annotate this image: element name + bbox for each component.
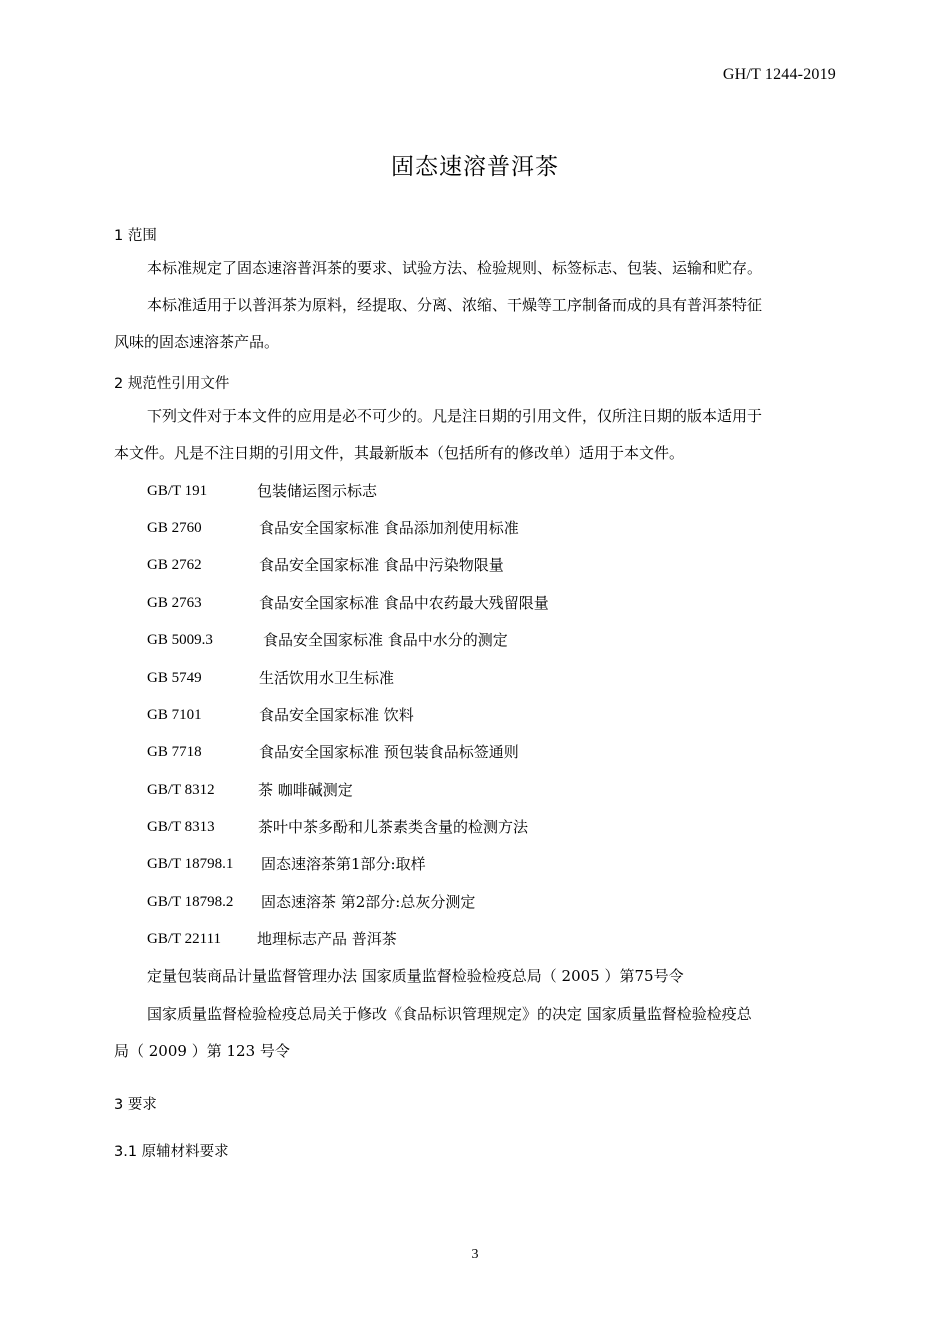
- reference-title: 茶 咖啡碱测定: [258, 781, 353, 799]
- reference-code: GB 2763: [147, 595, 202, 611]
- section-normative-heading: 2 规范性引用文件: [114, 376, 230, 392]
- reference-title: 食品安全国家标准 食品中农药最大残留限量: [259, 594, 549, 612]
- scope-paragraph-2-line-2: 风味的固态速溶茶产品。: [114, 333, 280, 351]
- regulation-2-line-1: 国家质量监督检验检疫总局关于修改《食品标识管理规定》的决定 国家质量监督检验检疫总: [147, 1005, 752, 1023]
- reference-title: 食品安全国家标准 食品中水分的测定: [263, 631, 508, 649]
- reference-code: GB/T 18798.2: [147, 894, 234, 910]
- reference-code: GB/T 8313: [147, 819, 215, 835]
- reference-title: 固态速溶茶第1部分:取样: [261, 855, 426, 873]
- reference-code: GB 2762: [147, 557, 202, 573]
- regulation-2-line-2: 局（ 2009 ）第 123 号令: [114, 1042, 290, 1060]
- reference-code: GB 2760: [147, 520, 202, 536]
- regulation-1: 定量包装商品计量监督管理办法 国家质量监督检验检疫总局（ 2005 ）第75号令: [147, 967, 684, 985]
- reference-title: 包装储运图示标志: [257, 482, 378, 500]
- reference-title: 生活饮用水卫生标准: [259, 669, 395, 687]
- reference-code: GB 5009.3: [147, 632, 213, 648]
- reference-title: 食品安全国家标准 食品添加剂使用标准: [259, 519, 519, 537]
- reference-code: GB 5749: [147, 670, 202, 686]
- reference-code: GB/T 191: [147, 483, 208, 499]
- reference-code: GB/T 8312: [147, 782, 215, 798]
- section-scope-heading: 1 范围: [114, 228, 157, 244]
- scope-paragraph-1: 本标准规定了固态速溶普洱茶的要求、试验方法、检验规则、标签标志、包装、运输和贮存。: [147, 259, 763, 277]
- reference-title: 茶叶中茶多酚和儿茶素类含量的检测方法: [258, 818, 529, 836]
- normative-intro-line-2: 本文件。凡是不注日期的引用文件，其最新版本（包括所有的修改单）适用于本文件。: [114, 444, 685, 462]
- section-requirements-heading: 3 要求: [114, 1097, 157, 1113]
- scope-paragraph-2-line-1: 本标准适用于以普洱茶为原料，经提取、分离、浓缩、干燥等工序制备而成的具有普洱茶特征: [147, 296, 763, 314]
- standard-code: GH/T 1244-2019: [722, 66, 836, 83]
- reference-title: 固态速溶茶 第2部分:总灰分测定: [261, 893, 476, 911]
- reference-code: GB/T 22111: [147, 931, 222, 947]
- reference-title: 食品安全国家标准 饮料: [259, 706, 414, 724]
- page-number: 3: [471, 1247, 479, 1262]
- reference-code: GB 7718: [147, 744, 202, 760]
- reference-title: 食品安全国家标准 食品中污染物限量: [259, 556, 504, 574]
- reference-title: 地理标志产品 普洱茶: [257, 930, 397, 948]
- subsection-raw-materials-heading: 3.1 原辅材料要求: [114, 1144, 229, 1160]
- reference-code: GB/T 18798.1: [147, 856, 234, 872]
- normative-intro-line-1: 下列文件对于本文件的应用是必不可少的。凡是注日期的引用文件，仅所注日期的版本适用于: [147, 407, 763, 425]
- document-title: 固态速溶普洱茶: [391, 154, 559, 180]
- reference-code: GB 7101: [147, 707, 202, 723]
- reference-title: 食品安全国家标准 预包装食品标签通则: [259, 743, 519, 761]
